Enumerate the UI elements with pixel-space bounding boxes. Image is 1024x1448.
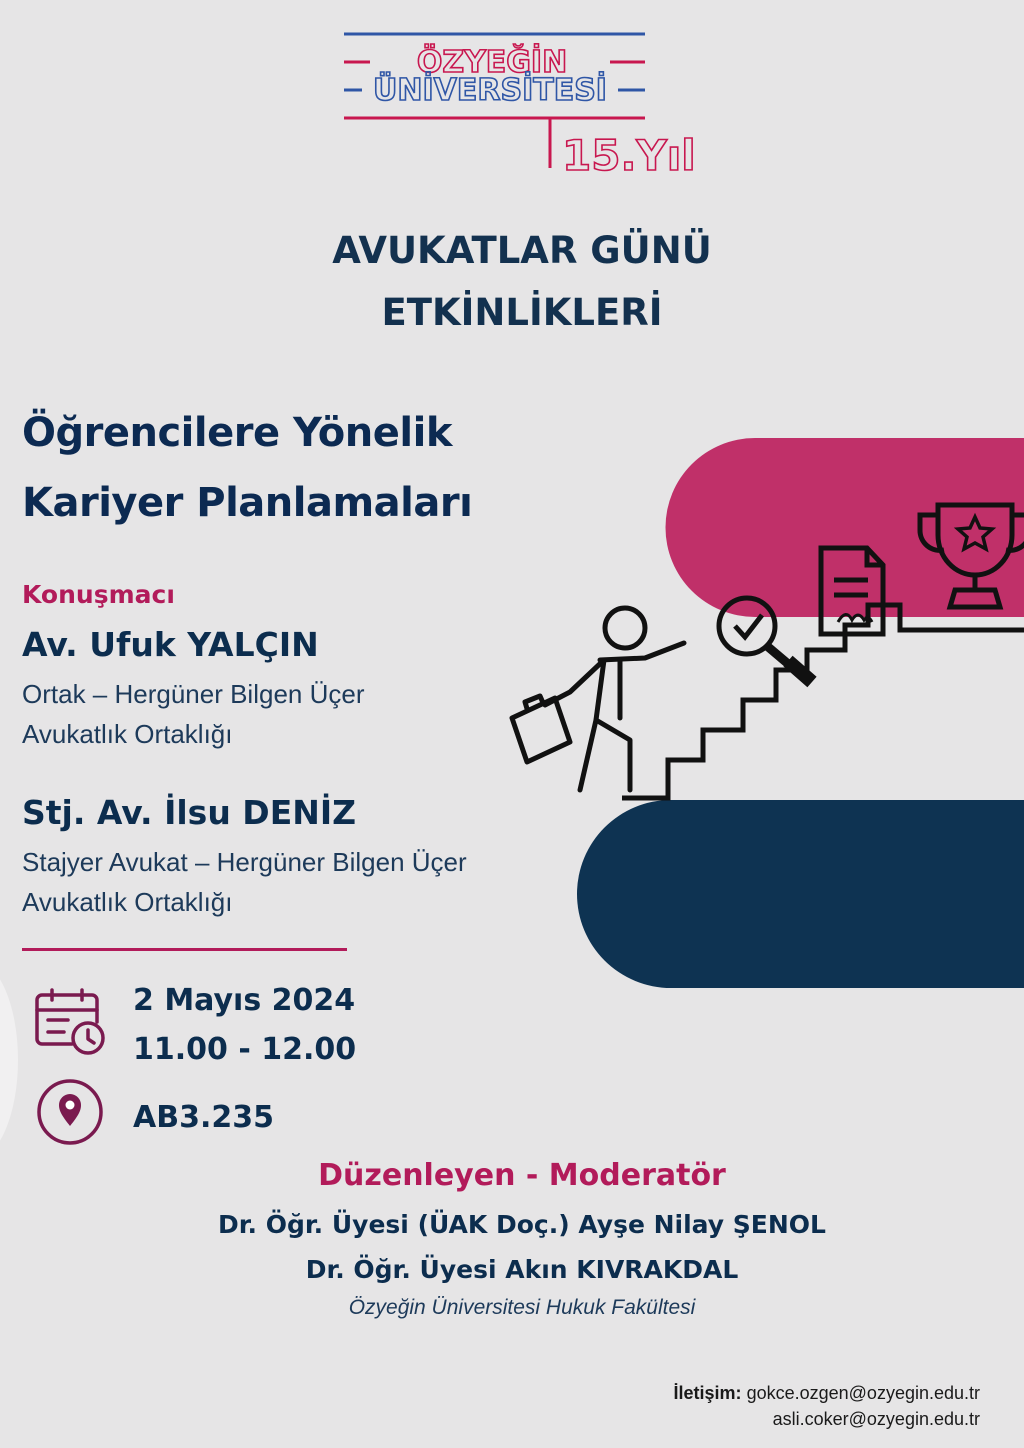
speaker-1-role-line2: Avukatlık Ortaklığı	[22, 719, 233, 749]
contact-email-2[interactable]: asli.coker@ozyegin.edu.tr	[772, 1409, 980, 1429]
navy-band	[577, 800, 1024, 988]
speaker-2-role-line2: Avukatlık Ortaklığı	[22, 887, 233, 917]
calendar-clock-icon	[34, 988, 108, 1056]
contact-email-1[interactable]: gokce.ozgen@ozyegin.edu.tr	[746, 1383, 980, 1403]
contact-block	[674, 1380, 980, 1432]
location-pin-icon	[36, 1078, 104, 1146]
climbing-person-icon	[545, 608, 684, 790]
event-time: 11.00 - 12.00	[133, 1032, 357, 1067]
speaker-2-name: Stj. Av. İlsu DENİZ	[22, 793, 357, 832]
main-title-line2: ETKİNLİKLERİ	[381, 291, 663, 334]
logo-line1: ÖZYEĞİN	[416, 45, 568, 80]
organizer-label: Düzenleyen - Moderatör	[318, 1158, 726, 1193]
speaker-label: Konuşmacı	[22, 580, 175, 609]
speaker-1-role-line1: Ortak – Hergüner Bilgen Üçer	[22, 679, 365, 709]
speaker-2-role	[22, 842, 467, 922]
faculty-name: Özyeğin Üniversitesi Hukuk Fakültesi	[348, 1296, 696, 1319]
section-divider	[22, 948, 347, 951]
contact-label: İletişim:	[673, 1383, 742, 1403]
speaker-1-role	[22, 674, 364, 754]
event-location: AB3.235	[133, 1100, 274, 1135]
event-date: 2 Mayıs 2024	[133, 983, 356, 1018]
logo-line2: ÜNİVERSİTESİ	[373, 73, 607, 108]
subtitle-line2: Kariyer Planlamaları	[22, 480, 473, 526]
contact-line1	[674, 1380, 980, 1406]
logo-anniversary: 15.Yıl	[562, 131, 696, 180]
main-title-line1: AVUKATLAR GÜNÜ	[332, 229, 712, 272]
organizer-name-2: Dr. Öğr. Üyesi Akın KIVRAKDAL	[305, 1255, 739, 1284]
contact-line2	[674, 1406, 980, 1432]
speaker-1-name: Av. Ufuk YALÇIN	[22, 625, 319, 664]
organizer-name-1: Dr. Öğr. Üyesi (ÜAK Doç.) Ayşe Nilay ŞENOL	[218, 1210, 826, 1239]
subtitle-line1: Öğrencilere Yönelik	[22, 410, 452, 456]
briefcase-icon	[512, 696, 570, 762]
speaker-2-role-line1: Stajyer Avukat – Hergüner Bilgen Üçer	[22, 847, 467, 877]
